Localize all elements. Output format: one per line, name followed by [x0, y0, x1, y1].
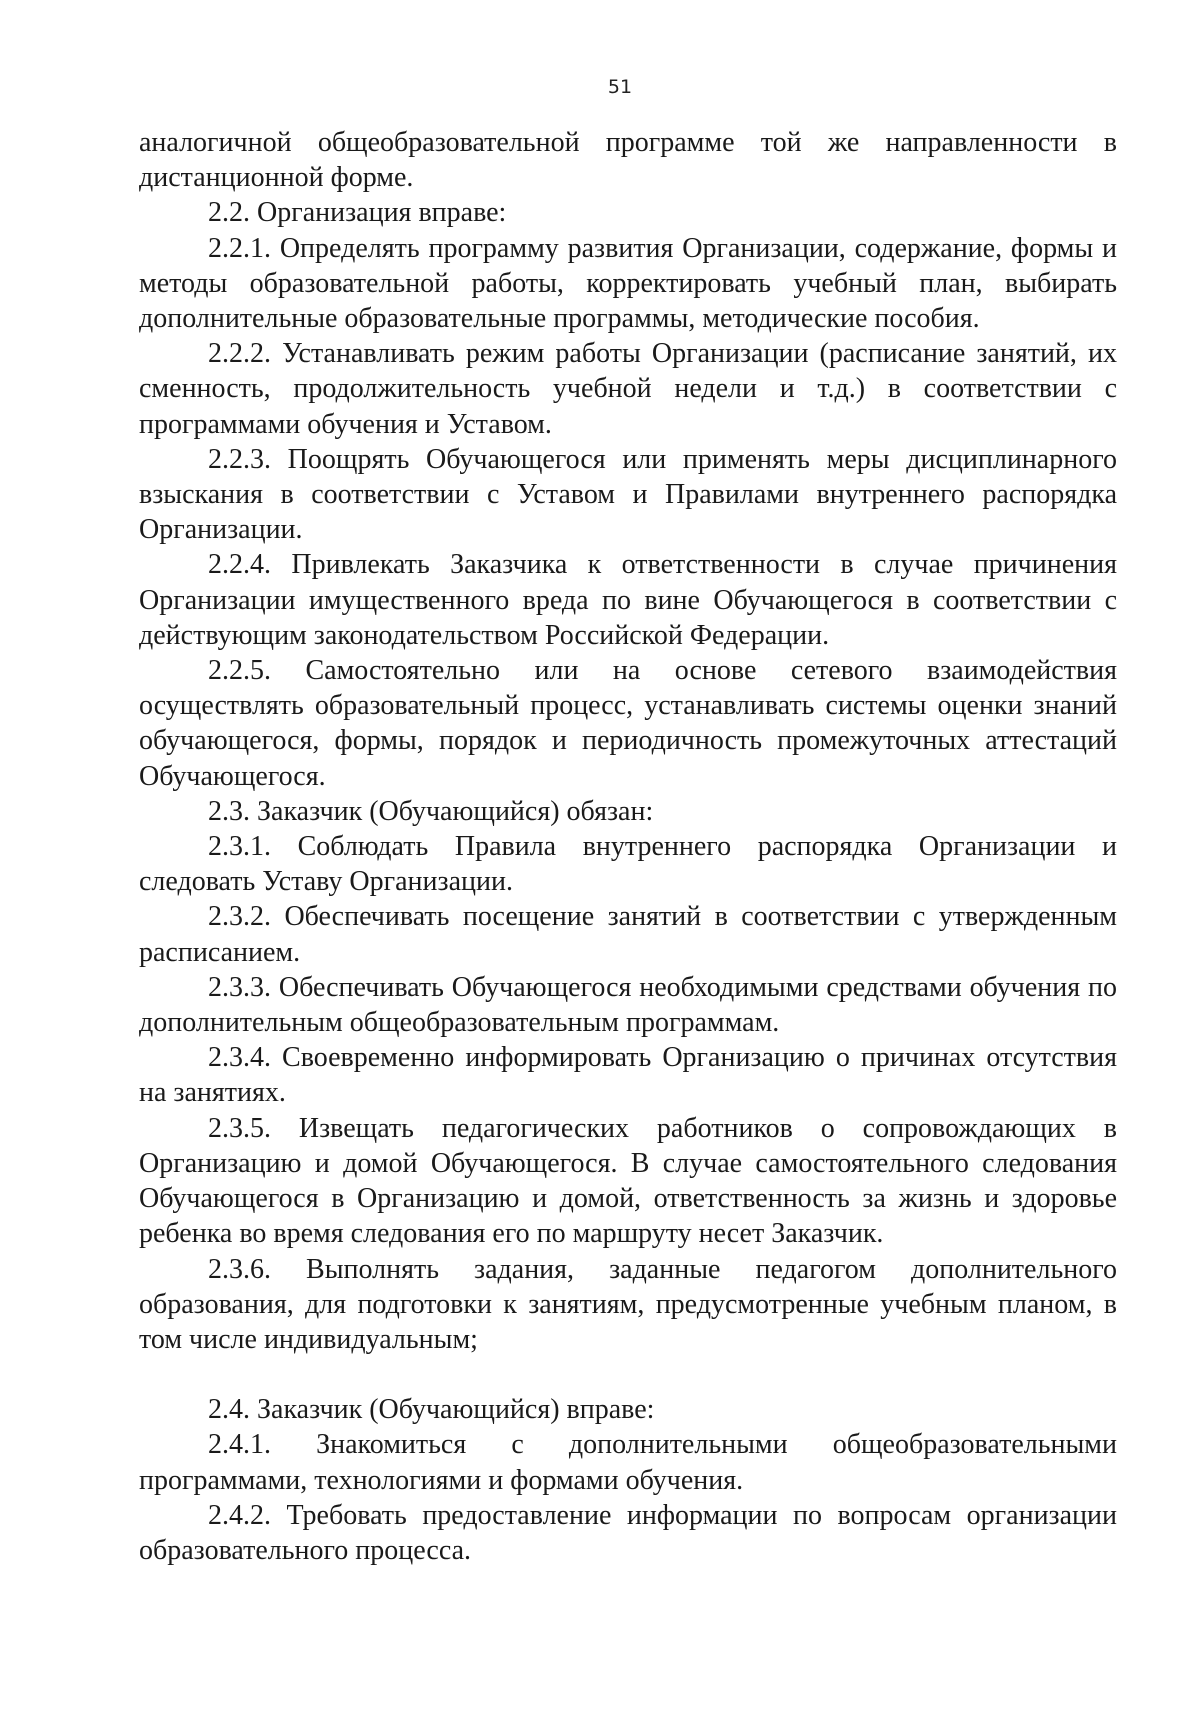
clause-2-4-2: 2.4.2. Требовать предоставление информации по вопросам организации образовательного процесса. — [139, 1499, 1117, 1566]
clause-2-3-2: 2.3.2. Обеспечивать посещение занятий в соответствии с утвержденным расписанием. — [139, 901, 1117, 968]
clause-2-3-3: 2.3.3. Обеспечивать Обучающегося необходимыми средствами обучения по дополнительным общеобразовательным программам. — [139, 971, 1117, 1039]
clause-2-3: 2.3. Заказчик (Обучающийся) обязан: — [208, 795, 654, 827]
clause-2-3-1: 2.3.1. Соблюдать Правила внутреннего распорядка Организации и следовать Уставу Организации. — [139, 831, 1117, 898]
clause-2-2-2: 2.2.2. Устанавливать режим работы Организации (расписание занятий, их сменность, продолжительность учебной недели и т.д.) в соответствии с программами обучения и Уставом. — [139, 338, 1117, 440]
clause-2-2-1: 2.2.1. Определять программу развития Организации, содержание, формы и методы образовательной работы, корректировать учебный план, выбирать дополнительные образовательные программы, методические пособия. — [139, 232, 1117, 335]
clause-2-2-5: 2.2.5. Самостоятельно или на основе сетевого взаимодействия осуществлять образовательный процесс, устанавливать системы оценки знаний обучающегося, формы, порядок и периодичность промежуточных аттестаций Обучающегося. — [139, 655, 1117, 792]
clause-2-2-3: 2.2.3. Поощрять Обучающегося или применять меры дисциплинарного взыскания в соответствии с Уставом и Правилами внутреннего распорядка Организации. — [139, 443, 1117, 546]
clause-2-3-6: 2.3.6. Выполнять задания, заданные педагогом дополнительного образования, для подготовки к занятиям, предусмотренные учебным планом, в том числе индивидуальным; — [139, 1253, 1117, 1355]
clause-2-4-1: 2.4.1. Знакомиться с дополнительными общеобразовательными программами, технологиями и формами обучения. — [139, 1429, 1117, 1496]
clause-2-2-4: 2.2.4. Привлекать Заказчика к ответственности в случае причинения Организации имущественного вреда по вине Обучающегося в соответствии с действующим законодательством Российской Федерации. — [139, 549, 1117, 651]
clause-2-2: 2.2. Организация вправе: — [208, 197, 507, 229]
clause-2-3-4: 2.3.4. Своевременно информировать Организацию о причинах отсутствия на занятиях. — [139, 1042, 1117, 1109]
clause-2-3-5: 2.3.5. Извещать педагогических работников о сопровождающих в Организацию и домой Обучающегося. В случае самостоятельного следования Обучающегося в Организацию и домой, ответственность за жизнь и здоровье ребенка во время следования его по маршруту несет Заказчик. — [139, 1112, 1117, 1250]
page-number: 51 — [607, 76, 633, 98]
clause-2-4: 2.4. Заказчик (Обучающийся) вправе: — [208, 1394, 655, 1426]
paragraph-continuation: аналогичной общеобразовательной программе той же направленности в дистанционной форме. — [139, 127, 1117, 194]
document-body — [139, 125, 1117, 1568]
